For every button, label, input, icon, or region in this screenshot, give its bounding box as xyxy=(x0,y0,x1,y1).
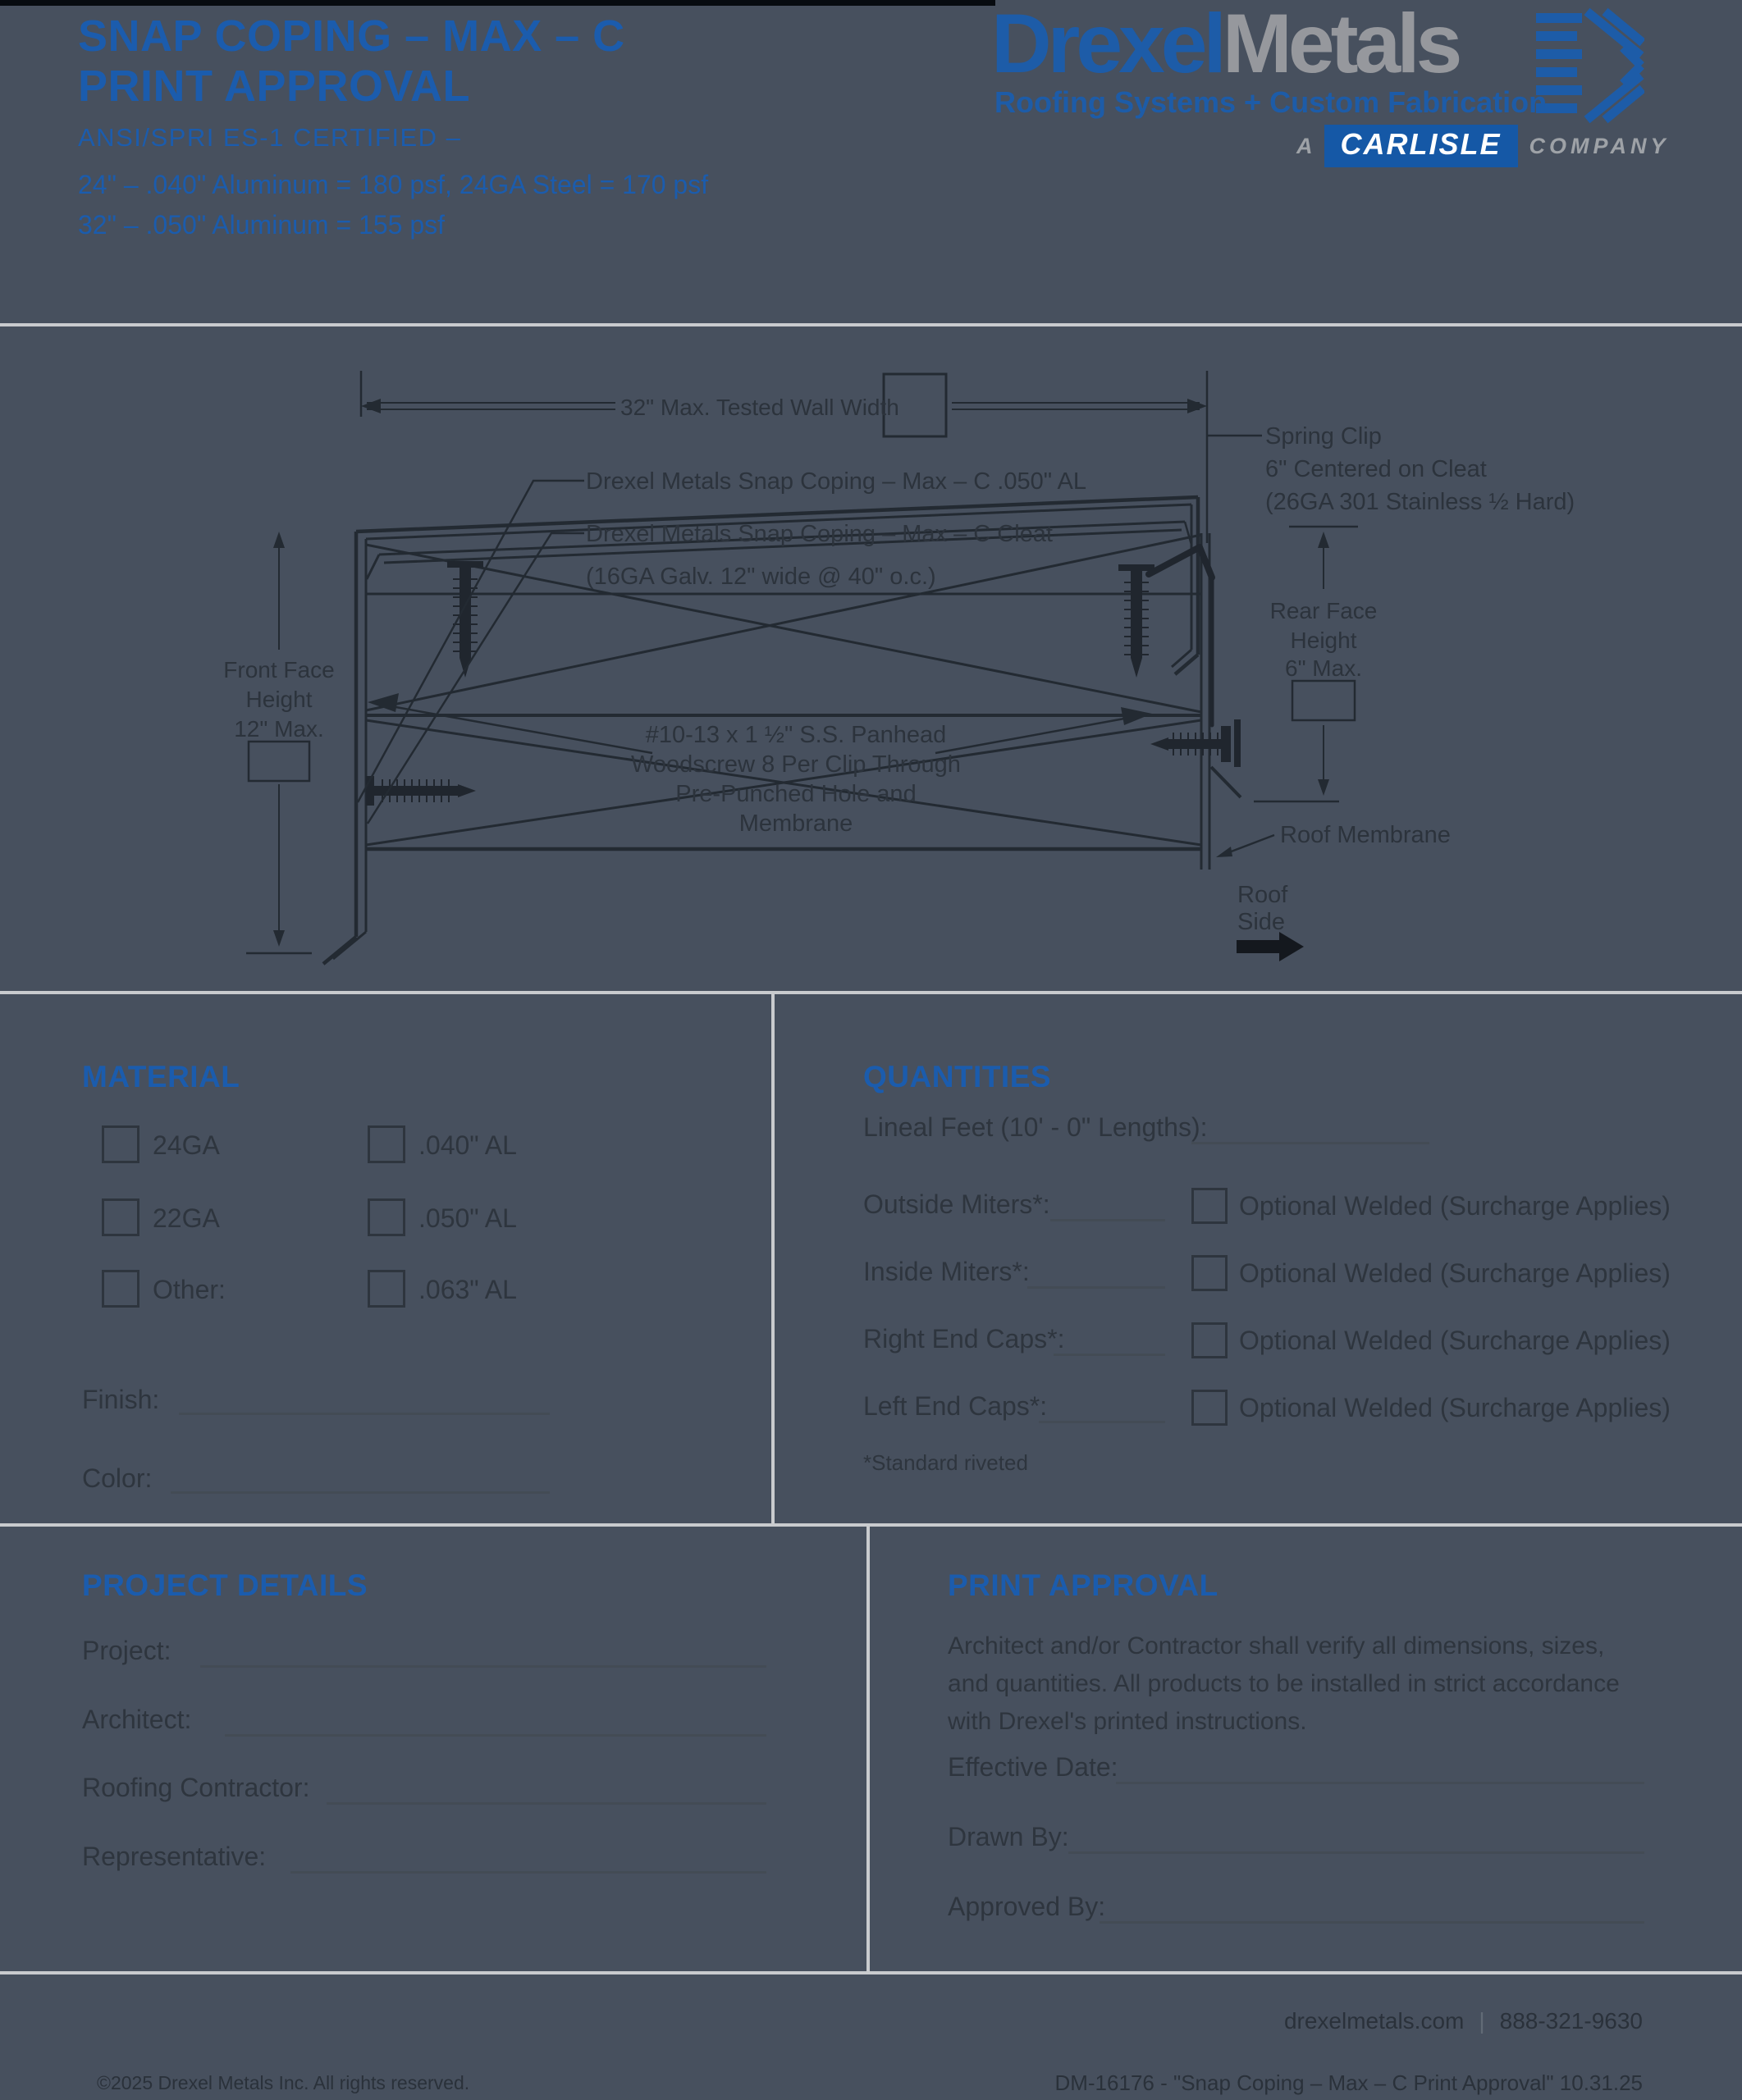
color-label: Color: xyxy=(82,1463,153,1493)
label-040-al: .040" AL xyxy=(418,1130,517,1160)
fastener-note-line4: Membrane xyxy=(738,810,853,837)
outside-miters-label: Outside Miters*: xyxy=(863,1189,1050,1219)
front-face-dim-line1: Front Face xyxy=(223,657,335,682)
left-end-caps-label: Left End Caps*: xyxy=(863,1391,1048,1421)
checkbox-050-al[interactable] xyxy=(368,1198,405,1236)
checkbox-24ga[interactable] xyxy=(102,1125,139,1163)
rear-face-dim-line1: Rear Face xyxy=(1269,598,1378,623)
roof-membrane-label: Roof Membrane xyxy=(1280,822,1451,848)
checkbox-left-end-caps-welded[interactable] xyxy=(1191,1390,1228,1426)
front-face-dim-line2: Height xyxy=(245,687,313,712)
drexel-metals-wordmark xyxy=(991,0,1459,90)
vertical-screw-left xyxy=(447,561,483,678)
divider-middle xyxy=(0,1523,1742,1527)
approval-disclaimer xyxy=(948,1628,1620,1741)
right-end-caps-label: Right End Caps*: xyxy=(863,1324,1065,1354)
carlisle-suffix: COMPANY xyxy=(1529,133,1670,158)
footer-phone: 888-321-9630 xyxy=(1499,2008,1643,2034)
front-face-dim-line3: 12" Max. xyxy=(234,716,324,742)
approved-by-input-line[interactable] xyxy=(1100,1921,1644,1924)
divider-drawing xyxy=(0,991,1742,994)
fastener-note-line1: #10-13 x 1 ½" S.S. Panhead xyxy=(645,722,947,748)
color-input-line[interactable] xyxy=(171,1491,550,1494)
roof-side-label-line1: Roof xyxy=(1237,882,1288,908)
vertical-screw-right xyxy=(1118,564,1154,678)
disclaimer-line-1: Architect and/or Contractor shall verify all dimensions, sizes, xyxy=(948,1632,1605,1659)
spec-line-1: 24" – .040" Aluminum = 180 psf, 24GA Steel = 170 psf xyxy=(78,170,709,199)
label-063-al: .063" AL xyxy=(418,1275,517,1304)
coping-detail-drawing xyxy=(0,326,1742,991)
title-line-1: SNAP COPING – MAX – C xyxy=(78,11,625,61)
spring-clip-note-line3: (26GA 301 Stainless ½ Hard) xyxy=(1265,489,1575,515)
label-24ga: 24GA xyxy=(153,1130,220,1160)
coping-note: Drexel Metals Snap Coping – Max – C .050" AL xyxy=(586,468,1086,495)
lineal-feet-label: Lineal Feet (10' - 0" Lengths): xyxy=(863,1112,1208,1142)
certification-note: ANSI/SPRI ES-1 CERTIFIED – xyxy=(78,123,462,152)
material-heading: MATERIAL xyxy=(82,1060,240,1093)
inside-miters-label: Inside Miters*: xyxy=(863,1257,1030,1286)
label-22ga: 22GA xyxy=(153,1203,220,1233)
outside-miters-input-line[interactable] xyxy=(1050,1219,1165,1221)
roof-side-label-line2: Side xyxy=(1237,909,1286,935)
carlisle-lockup xyxy=(1296,125,1670,167)
checkbox-outside-miters-welded[interactable] xyxy=(1191,1188,1228,1224)
left-end-caps-welded-label: Optional Welded (Surcharge Applies) xyxy=(1239,1393,1671,1422)
logo-stripes-icon xyxy=(1536,7,1644,125)
standard-riveted-footnote: *Standard riveted xyxy=(863,1450,1028,1475)
quantities-heading: QUANTITIES xyxy=(863,1060,1052,1093)
finish-label: Finish: xyxy=(82,1385,160,1414)
print-approval-heading: PRINT APPROVAL xyxy=(948,1568,1218,1602)
roof-membrane-lines xyxy=(1201,533,1241,870)
right-end-caps-input-line[interactable] xyxy=(1054,1354,1165,1356)
project-details-heading: PROJECT DETAILS xyxy=(82,1568,368,1602)
inside-miters-input-line[interactable] xyxy=(1027,1286,1165,1289)
checkbox-040-al[interactable] xyxy=(368,1125,405,1163)
wordmark-metals: Metals xyxy=(1222,0,1459,90)
roofing-contractor-label: Roofing Contractor: xyxy=(82,1773,310,1802)
footer-website-link[interactable]: drexelmetals.com xyxy=(1283,2008,1465,2034)
roofing-contractor-input-line[interactable] xyxy=(327,1802,766,1805)
dimension-front-face xyxy=(246,532,312,953)
rear-face-dim-line3: 6" Max. xyxy=(1285,655,1362,681)
carlisle-logo: CARLISLE xyxy=(1324,125,1518,167)
title-line-2: PRINT APPROVAL xyxy=(78,62,471,111)
checkbox-right-end-caps-welded[interactable] xyxy=(1191,1322,1228,1358)
spring-clip-note-line2: 6" Centered on Cleat xyxy=(1265,456,1487,482)
disclaimer-line-2: and quantities. All products to be installed in strict accordance xyxy=(948,1670,1620,1697)
divider-project-approval xyxy=(866,1523,870,1974)
checkbox-other[interactable] xyxy=(102,1270,139,1308)
footer-contact xyxy=(1284,2008,1643,2034)
carlisle-prefix: A xyxy=(1296,133,1313,158)
footer-separator: | xyxy=(1479,2008,1485,2034)
lineal-feet-input-line[interactable] xyxy=(1191,1142,1429,1144)
fastener-note-line3: Pre-Punched Hole and xyxy=(675,781,917,807)
left-end-caps-input-line[interactable] xyxy=(1039,1421,1165,1423)
project-label: Project: xyxy=(82,1636,171,1665)
checkbox-063-al[interactable] xyxy=(368,1270,405,1308)
page-title xyxy=(78,11,625,112)
checkbox-inside-miters-welded[interactable] xyxy=(1191,1255,1228,1291)
architect-label: Architect: xyxy=(82,1705,192,1734)
checkbox-22ga[interactable] xyxy=(102,1198,139,1236)
footer-document-id: DM-16176 - "Snap Coping – Max – C Print Approval" 10.31.25 xyxy=(1054,2070,1643,2095)
label-050-al: .050" AL xyxy=(418,1203,517,1233)
approved-by-label: Approved By: xyxy=(948,1892,1106,1921)
drawn-by-label: Drawn By: xyxy=(948,1822,1069,1851)
disclaimer-line-3: with Drexel's printed instructions. xyxy=(948,1708,1307,1735)
label-other: Other: xyxy=(153,1275,226,1304)
finish-input-line[interactable] xyxy=(179,1413,550,1415)
fastener-note-line2: Woodscrew 8 Per Clip Through xyxy=(631,751,961,778)
effective-date-label: Effective Date: xyxy=(948,1752,1118,1782)
logo-tagline: Roofing Systems + Custom Fabrication xyxy=(994,85,1548,119)
spring-clip-note-line1: Spring Clip xyxy=(1265,423,1382,450)
project-input-line[interactable] xyxy=(200,1665,766,1668)
outside-miters-welded-label: Optional Welded (Surcharge Applies) xyxy=(1239,1191,1671,1221)
effective-date-input-line[interactable] xyxy=(1116,1782,1644,1784)
wordmark-drexel: Drexel xyxy=(991,0,1223,90)
top-strip xyxy=(0,0,995,6)
representative-input-line[interactable] xyxy=(290,1871,766,1874)
wall-width-label: 32" Max. Tested Wall Width xyxy=(620,395,899,420)
representative-label: Representative: xyxy=(82,1842,267,1871)
spec-line-2: 32" – .050" Aluminum = 155 psf xyxy=(78,210,445,240)
cleat-note-line2: (16GA Galv. 12" wide @ 40" o.c.) xyxy=(586,564,936,590)
cleat-note-line1: Drexel Metals Snap Coping – Max – C Cleat xyxy=(586,521,1053,547)
rear-face-dim-line2: Height xyxy=(1290,628,1357,653)
divider-bottom xyxy=(0,1971,1742,1974)
roof-side-arrow-icon xyxy=(1237,932,1304,961)
inside-miters-welded-label: Optional Welded (Surcharge Applies) xyxy=(1239,1258,1671,1288)
right-end-caps-welded-label: Optional Welded (Surcharge Applies) xyxy=(1239,1326,1671,1355)
drawn-by-input-line[interactable] xyxy=(1068,1851,1644,1854)
footer-copyright: ©2025 Drexel Metals Inc. All rights reserved. xyxy=(97,2072,470,2093)
architect-input-line[interactable] xyxy=(225,1734,766,1737)
divider-material-quantities xyxy=(771,991,775,1527)
